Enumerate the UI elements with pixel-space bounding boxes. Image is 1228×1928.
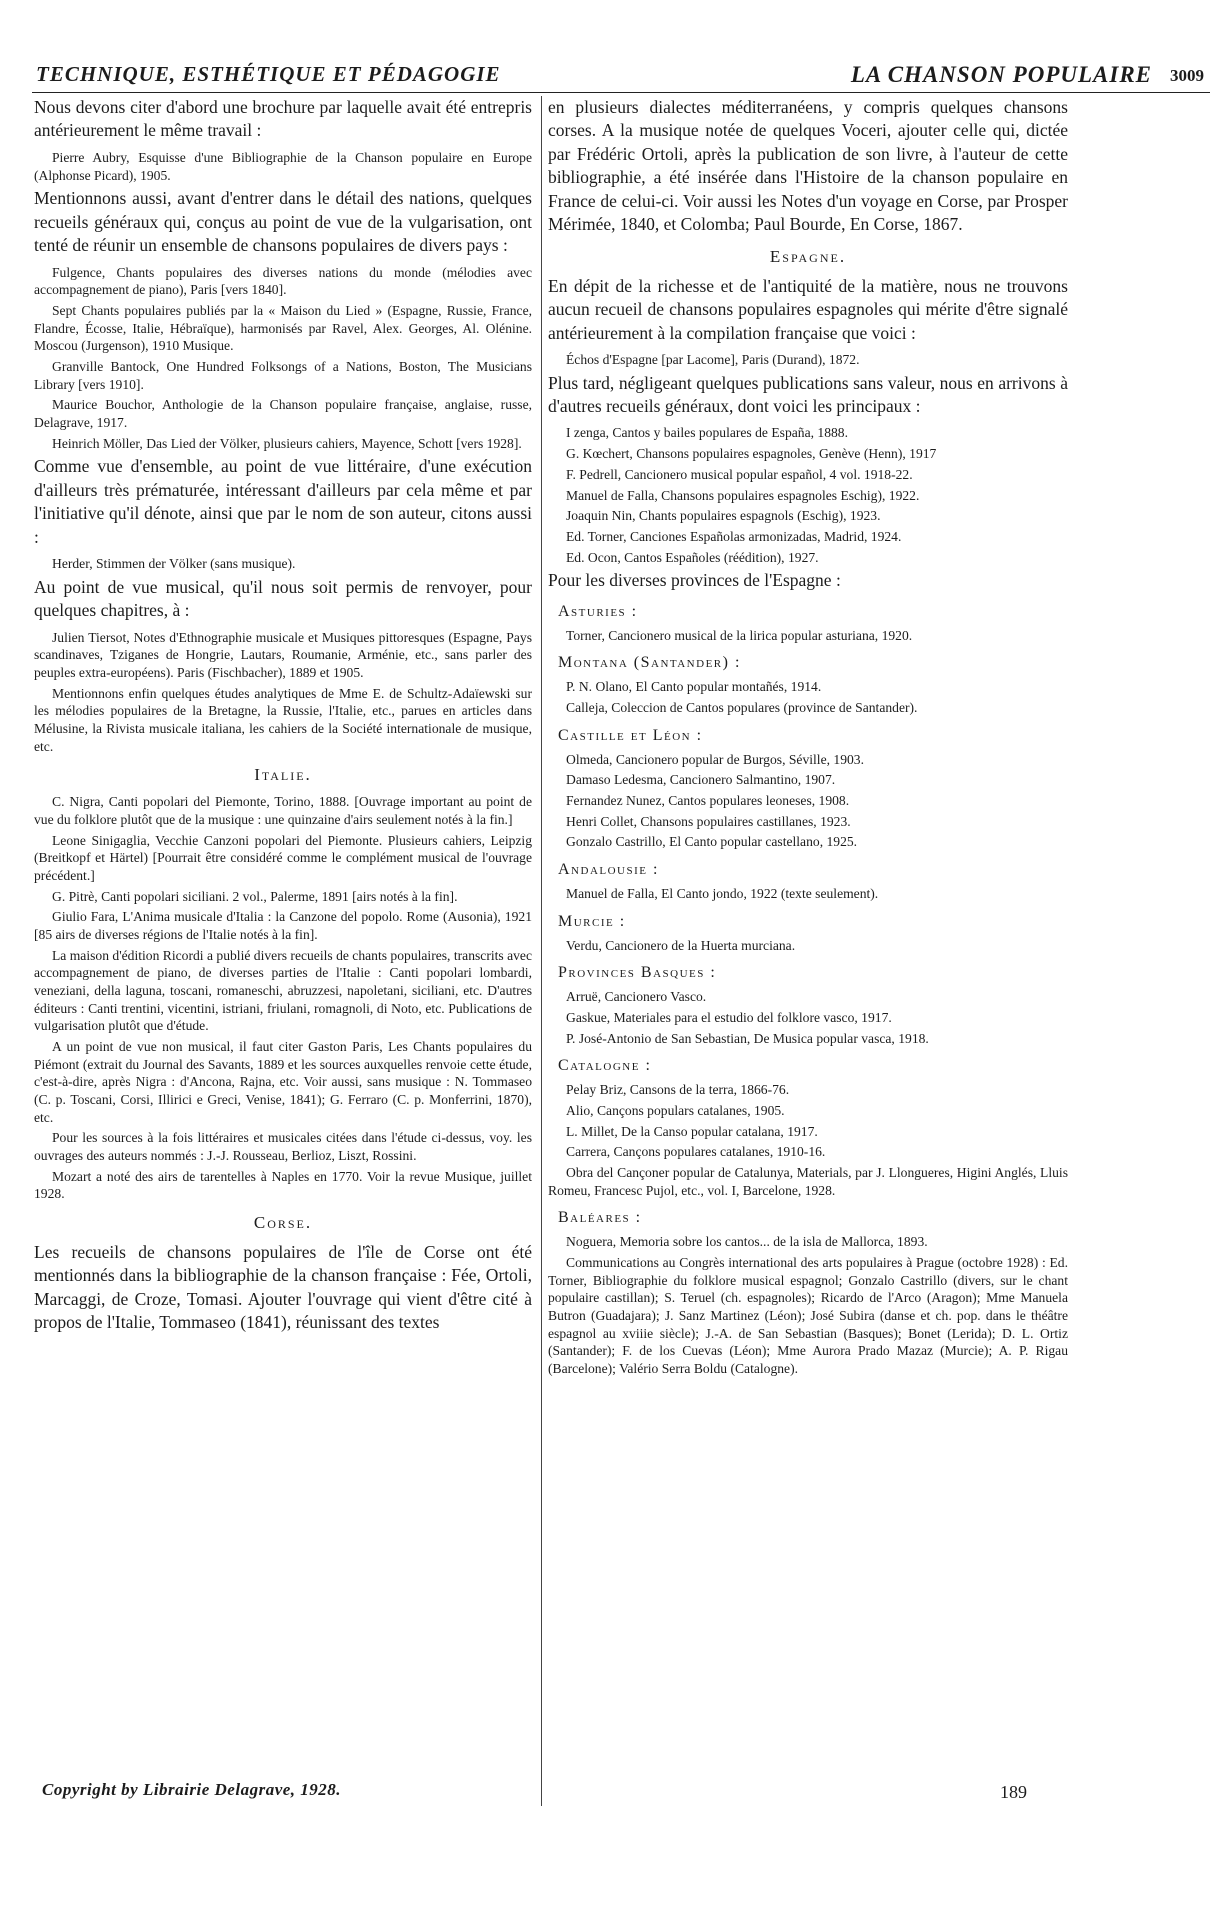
- right-bibliography-entry: Manuel de Falla, El Canto jondo, 1922 (texte seulement).: [566, 886, 879, 901]
- right-bibliography-entry: P. N. Olano, El Canto popular montañés, 1914.: [566, 679, 822, 695]
- right-subsection-heading: Andalousie :: [558, 861, 659, 878]
- column-divider: [541, 96, 542, 1806]
- right-bibliography-entry: Carrera, Cançons populares catalanes, 1910-16.: [566, 1144, 826, 1160]
- right-bibliography-entry: Manuel de Falla, Chansons populaires espagnoles Eschig), 1922.: [566, 487, 920, 503]
- left-bibliography-entry: Leone Sinigaglia, Vecchie Canzoni popolari del Piemonte. Plusieurs cahiers, Leipzig (Breitkopf et Härtel) [Pourrait être considéré comme le complément musical de l'ouvrage précédent.]: [34, 832, 532, 883]
- right-bibliography-entry: G. Kœchert, Chansons populaires espagnoles, Genève (Henn), 1917: [566, 446, 937, 462]
- left-bibliography-entry: Granville Bantock, One Hundred Folksongs of a Nations, Boston, The Musicians Library [vers 1910].: [34, 358, 532, 392]
- header-right-title: LA CHANSON POPULAIRE: [850, 62, 1152, 87]
- right-subsection-heading: Baléares :: [558, 1209, 642, 1227]
- right-column: [548, 96, 1068, 1928]
- right-bibliography-entry: Gonzalo Castrillo, El Canto popular castellano, 1925.: [566, 834, 858, 850]
- left-bibliography-entry: G. Pitrè, Canti popolari siciliani. 2 vol., Palerme, 1891 [airs notés à la fin].: [52, 888, 458, 904]
- right-bibliography-entry: Olmeda, Cancionero popular de Burgos, Séville, 1903.: [566, 751, 865, 767]
- right-bibliography-entry: Ed. Torner, Canciones Españolas armonizadas, Madrid, 1924.: [566, 528, 902, 544]
- right-subsection-heading: Montana (Santander) :: [558, 654, 741, 672]
- right-section-heading: Espagne.: [769, 246, 847, 266]
- left-column: [34, 96, 532, 1928]
- right-bibliography-entry: Damaso Ledesma, Cancionero Salmantino, 1907.: [566, 772, 836, 788]
- right-bibliography-entry: Gaskue, Materiales para el estudio del folklore vasco, 1917.: [566, 1010, 892, 1026]
- left-paragraph: Mentionnons aussi, avant d'entrer dans le détail des nations, quelques recueils généraux qui, conçus au point de vue de la vulgarisation, ont tenté de réunir un ensemble de chansons populaires de divers pays :: [34, 188, 532, 256]
- right-bibliography-entry: P. José-Antonio de San Sebastian, De Musica popular vasca, 1918.: [566, 1030, 929, 1046]
- right-bibliography-entry: Noguera, Memoria sobre los cantos... de la isla de Mallorca, 1893.: [566, 1234, 928, 1250]
- header-left-title: TECHNIQUE, ESTHÉTIQUE ET PÉDAGOGIE: [36, 62, 501, 86]
- right-bibliography-entry: Ed. Ocon, Cantos Españoles (réédition), 1927.: [566, 549, 819, 565]
- left-bibliography-entry: A un point de vue non musical, il faut citer Gaston Paris, Les Chants populaires du Piémont (extrait du Journal des Savants, 1889 et les sources auxquelles renvoie cette étude, c'est-à-dire, après Nigra : d'Ancona, Rajna, etc. Voir aussi, sans musique : N. Tommaseo (C. p. Toscani, Corsi, Illirici e Greci, Venise, 1841); G. Ferraro (C. p. Monferrini, 1870), etc.: [34, 1038, 532, 1125]
- right-subsection-heading: Murcie :: [558, 912, 626, 930]
- left-bibliography-entry: Maurice Bouchor, Anthologie de la Chanson populaire française, anglaise, russe, Delagrave, 1917.: [34, 397, 532, 430]
- right-bibliography-entry: Échos d'Espagne [par Lacome], Paris (Durand), 1872.: [566, 351, 860, 367]
- right-bibliography-entry: F. Pedrell, Cancionero musical popular español, 4 vol. 1918-22.: [566, 466, 913, 482]
- right-bibliography-entry: Communications au Congrès international des arts populaires à Prague (octobre 1928) : Ed. Torner, Bibliographie du folklore musical espagnol; Gonzalo Castrillo (divers, sur le chant populaire castillan); S. Teruel (ch. espagnoles); Ricardo de l'Arco (Aragon); Mme Manuela Butron (Guadajara); J. Sanz Martinez (Léon); José Subira (danse et ch. pop. dans le théâtre espagnol au xviiie siècle); J.-A. de San Sebastian (Basques); Bonet (Lerida); D. L. Ortiz (Santander); F. de los Cuevas (Léon); Mme Aurora Prado Mazaz (Murcie); A. P. Rigau (Barcelone); Valério Serra Boldu (Catalogne).: [548, 1255, 1068, 1377]
- right-subsection-heading: Asturies :: [558, 602, 638, 620]
- right-subsection-heading: Catalogne :: [558, 1057, 652, 1075]
- left-bibliography-entry: Herder, Stimmen der Völker (sans musique).: [52, 556, 296, 571]
- left-section-heading: Corse.: [253, 1213, 313, 1233]
- left-bibliography-entry: Mozart a noté des airs de tarentelles à Naples en 1770. Voir la revue Musique, juillet 1928.: [34, 1168, 532, 1202]
- copyright-line: Copyright by Librairie Delagrave, 1928.: [42, 1780, 342, 1799]
- right-paragraph: En dépit de la richesse et de l'antiquité de la matière, nous ne trouvons aucun recueil de chansons populaires espagnoles qui mérite d'être signalé antérieurement à la compilation française que voici :: [548, 275, 1068, 343]
- right-bibliography-entry: Joaquin Nin, Chants populaires espagnols (Eschig), 1923.: [566, 508, 881, 524]
- header-page-number: 3009: [1170, 66, 1204, 85]
- left-bibliography-entry: Mentionnons enfin quelques études analytiques de Mme E. de Schultz-Adaïewski sur les mélodies populaires de la Bretagne, la Russie, l'Italie, etc., parues en articles dans Mélusine, la Rivista musicale italiana, les cahiers de la Société internationale de musique, etc.: [34, 685, 532, 754]
- left-bibliography-entry: Sept Chants populaires publiés par la « Maison du Lied » (Espagne, Russie, France, Flandre, Écosse, Italie, Hébraïque), harmonisés par Ravel, Alex. Georges, Al. Olénine. Moscou (Jurgenson), 1910 Musique.: [34, 302, 532, 354]
- right-bibliography-entry: Verdu, Cancionero de la Huerta murciana.: [566, 937, 796, 953]
- right-bibliography-entry: Pelay Briz, Cansons de la terra, 1866-76.: [566, 1082, 790, 1098]
- right-subsection-heading: Provinces Basques :: [558, 964, 717, 982]
- folio-number: 189: [1000, 1782, 1027, 1802]
- left-bibliography-entry: Julien Tiersot, Notes d'Ethnographie musicale et Musiques pittoresques (Espagne, Pays scandinaves, Tziganes de Hongrie, Lautars, Roumanie, Arménie, etc., sans parler des peuples extra-européens). Paris (Fischbacher), 1889 et 1905.: [34, 629, 532, 680]
- right-bibliography-entry: Alio, Cançons populars catalanes, 1905.: [566, 1103, 785, 1119]
- right-bibliography-entry: I zenga, Cantos y bailes populares de España, 1888.: [566, 425, 848, 441]
- right-bibliography-entry: Henri Collet, Chansons populaires castillanes, 1923.: [566, 813, 851, 829]
- left-paragraph: Nous devons citer d'abord une brochure par laquelle avait été entrepris antérieurement le même travail :: [34, 97, 532, 141]
- right-bibliography-entry: Calleja, Coleccion de Cantos populares (province de Santander).: [566, 699, 918, 715]
- running-header: [32, 62, 1210, 93]
- right-bibliography-entry: Fernandez Nunez, Cantos populares leoneses, 1908.: [566, 792, 850, 808]
- right-paragraph: en plusieurs dialectes méditerranéens, y compris quelques chansons corses. A la musique notée de quelques Voceri, ajouter celle qui, dictée par Frédéric Ortoli, après la publication de son livre, à l'auteur de cette bibliographie, a été insérée dans l'Histoire de la chanson populaire en France de celui-ci. Voir aussi les Notes d'un voyage en Corse, par Prosper Mérimée, 1840, et Colomba; Paul Bourde, En Corse, 1867.: [548, 97, 1068, 235]
- right-subsection-heading: Castille et Léon :: [558, 726, 703, 744]
- left-bibliography-entry: Giulio Fara, L'Anima musicale d'Italia : la Canzone del popolo. Rome (Ausonia), 1921 [85 airs de diverses régions de l'Italie notés à la fin].: [34, 909, 532, 942]
- left-bibliography-entry: Heinrich Möller, Das Lied der Völker, plusieurs cahiers, Mayence, Schott [vers 1928].: [52, 435, 522, 451]
- right-bibliography-entry: Obra del Cançoner popular de Catalunya, Materials, par J. Llongueres, Higini Anglés, Lluis Romeu, Francesc Pujol, etc., vol. I, Barcelone, 1928.: [548, 1165, 1068, 1198]
- left-paragraph: Les recueils de chansons populaires de l'île de Corse ont été mentionnés dans la bibliographie de la chanson française : Fée, Ortoli, Marcaggi, de Croze, Tomasi. Ajouter l'ouvrage qui vient d'être cité à propos de l'Italie, Tommaseo (1841), réunissant des textes: [34, 1242, 532, 1333]
- left-bibliography-entry: Pour les sources à la fois littéraires et musicales citées dans l'étude ci-dessus, voy. les ouvrages des auteurs nommés : J.-J. Rousseau, Berlioz, Liszt, Rossini.: [34, 1130, 532, 1164]
- right-paragraph: Pour les diverses provinces de l'Espagne :: [548, 570, 841, 591]
- left-bibliography-entry: La maison d'édition Ricordi a publié divers recueils de chants populaires, transcrits avec accompagnement de piano, de diverses parties de l'Italie : Canti popolari lombardi, veneziani, della laguna, toscani, romaneschi, abruzzesi, napoletani, siciliani, etc. D'autres éditeurs : Canti trentini, vicentini, istriani, friulani, romagnoli, di Noto, etc. Publications de vulgarisation plutôt que d'étude.: [34, 947, 532, 1034]
- right-bibliography-entry: Torner, Cancionero musical de la lirica popular asturiana, 1920.: [566, 627, 913, 643]
- left-bibliography-entry: C. Nigra, Canti popolari del Piemonte, Torino, 1888. [Ouvrage important au point de vue du folklore plutôt que de la musique : une quinzaine d'airs seulement notés à la fin.]: [34, 794, 532, 827]
- right-bibliography-entry: Arruë, Cancionero Vasco.: [566, 989, 707, 1005]
- right-paragraph: Plus tard, négligeant quelques publications sans valeur, nous en arrivons à d'autres recueils généraux, dont voici les principaux :: [548, 372, 1068, 417]
- left-section-heading: Italie.: [254, 765, 312, 785]
- left-paragraph: Au point de vue musical, qu'il nous soit permis de renvoyer, pour quelques chapitres, à :: [34, 576, 532, 621]
- left-paragraph: Comme vue d'ensemble, au point de vue littéraire, d'une exécution d'ailleurs très prématurée, intéressant d'ailleurs par cela même et par l'initiative qu'il dénote, ainsi que par le nom de son auteur, citons aussi :: [34, 456, 532, 547]
- left-bibliography-entry: Pierre Aubry, Esquisse d'une Bibliographie de la Chanson populaire en Europe (Alphonse Picard), 1905.: [34, 149, 532, 183]
- left-bibliography-entry: Fulgence, Chants populaires des diverses nations du monde (mélodies avec accompagnement de piano), Paris [vers 1840].: [34, 264, 532, 298]
- right-bibliography-entry: L. Millet, De la Canso popular catalana, 1917.: [566, 1123, 818, 1139]
